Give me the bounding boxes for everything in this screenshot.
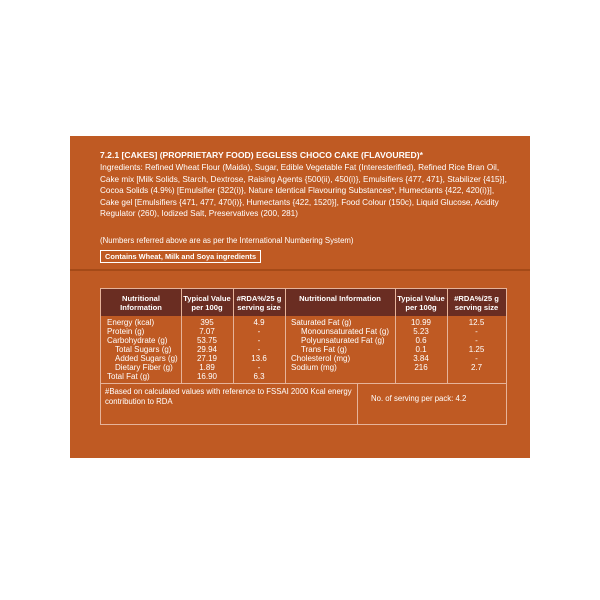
- nutrient-value: 3.84: [413, 354, 429, 363]
- nutrient-value: 216: [414, 363, 428, 372]
- nutrient-value: 0.1: [415, 345, 427, 354]
- nutrient-value: 5.23: [413, 327, 429, 336]
- nutrient-value: 27.19: [196, 354, 218, 363]
- label-panel: [70, 136, 530, 458]
- nutrition-table: [100, 288, 507, 425]
- nutrient-value: 10.99: [410, 318, 432, 327]
- header-nutritional-info-2: Nutritional Information: [299, 294, 381, 303]
- nutrient-value: 16.90: [196, 372, 218, 381]
- nutrient-name: Polyunsaturated Fat (g): [301, 336, 385, 345]
- nutrient-name: Total Sugars (g): [115, 345, 172, 354]
- nutrient-rda: -: [257, 336, 261, 345]
- nutrient-name: Carbohydrate (g): [107, 336, 168, 345]
- table-row: [101, 363, 506, 372]
- nutrient-value: 395: [200, 318, 214, 327]
- footer-rule: [101, 383, 506, 384]
- header-typical-value-2: Typical Value per 100g: [397, 294, 445, 312]
- table-row: [101, 327, 506, 336]
- nutrient-value: 1.89: [199, 363, 215, 372]
- product-heading: 7.2.1 [CAKES] (PROPRIETARY FOOD) EGGLESS CHOCO CAKE (FLAVOURED)*: [100, 150, 423, 160]
- header-rda-2: #RDA%/25 g serving size: [454, 294, 499, 312]
- nutrient-name: Energy (kcal): [107, 318, 155, 327]
- header-nutritional-info: Nutritional Information: [120, 294, 162, 312]
- nutrition-table-header: [101, 289, 506, 316]
- nutrient-rda: 1.25: [468, 345, 485, 354]
- nutrient-name: Saturated Fat (g): [291, 318, 352, 327]
- header-rda: #RDA%/25 g serving size: [236, 294, 282, 312]
- nutrient-name: Added Sugars (g): [115, 354, 178, 363]
- nutrient-value: 0.6: [415, 336, 427, 345]
- nutrient-name: Monounsaturated Fat (g): [301, 327, 390, 336]
- nutrient-name: Dietary Fiber (g): [115, 363, 173, 372]
- nutrient-name: Trans Fat (g): [301, 345, 347, 354]
- nutrient-rda: -: [257, 363, 261, 372]
- servings-per-pack: No. of serving per pack: 4.2: [371, 394, 467, 403]
- nutrient-value: 29.94: [196, 345, 218, 354]
- nutrient-rda: -: [257, 327, 261, 336]
- table-row: [101, 318, 506, 327]
- nutrient-rda: 4.9: [253, 318, 265, 327]
- nutrient-name: Total Fat (g): [107, 372, 150, 381]
- ingredients-section: [70, 136, 530, 269]
- header-typical-value: Typical Value per 100g: [183, 294, 231, 312]
- table-row: [101, 372, 506, 381]
- table-row: [101, 345, 506, 354]
- nutrient-rda: -: [475, 336, 478, 345]
- nutrient-name: Protein (g): [107, 327, 145, 336]
- nutrient-rda: -: [475, 327, 478, 336]
- nutrient-value: 53.75: [196, 336, 218, 345]
- nutrition-rows: [101, 316, 506, 383]
- table-row: [101, 354, 506, 363]
- nutrient-name: Cholesterol (mg): [291, 354, 351, 363]
- nutrient-name: Sodium (mg): [291, 363, 337, 372]
- nutrient-rda: -: [475, 354, 478, 363]
- rda-footnote: #Based on calculated values with reference to FSSAI 2000 Kcal energy contribution to RDA: [105, 387, 352, 406]
- nutrient-rda: 12.5: [468, 318, 485, 327]
- ins-note: (Numbers referred above are as per the International Numbering System): [100, 236, 354, 245]
- table-row: [101, 336, 506, 345]
- section-divider: [70, 269, 530, 271]
- nutrient-rda: 6.3: [253, 372, 265, 381]
- nutrient-rda: 2.7: [470, 363, 483, 372]
- nutrient-value: 7.07: [199, 327, 215, 336]
- allergen-box: Contains Wheat, Milk and Soya ingredients: [100, 250, 261, 263]
- nutrient-rda: -: [257, 345, 261, 354]
- nutrient-rda: 13.6: [251, 354, 267, 363]
- ingredients-text: Ingredients: Refined Wheat Flour (Maida), Sugar, Edible Vegetable Fat (Interesterified), Refined Rice Bran Oil, Cake mix [Milk Solids, Starch, Dextrose, Raising Agents {500(ii), 450(i)}, Emulsifiers {477, 471}, Stabilizer {415}], Cocoa Solids (4.9%) [Emulsifier {322(i)}, Nature Identical Flavouring Substances*, Humectants {422, 420(i)}], Cake gel [Emulsifiers {471, 477, 470(i)}, Humectants {422, 1520}], Food Colour (150c), Liquid Glucose, Acidity Regulator (260), Iodized Salt, Preservatives (200, 281): [100, 163, 507, 219]
- footer-divider: [357, 383, 358, 424]
